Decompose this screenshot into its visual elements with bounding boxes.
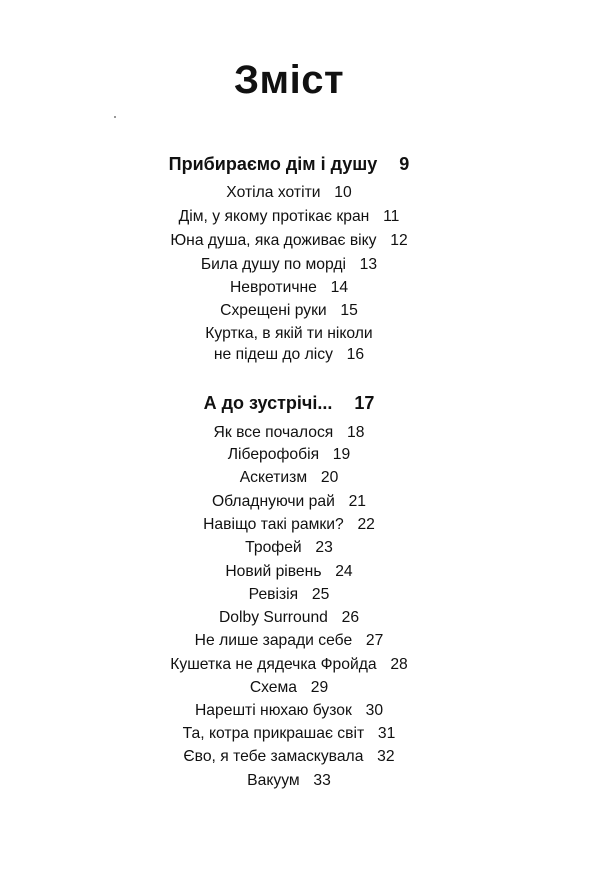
toc-entry-title: Дім, у якому протікає кран (178, 208, 370, 225)
toc-entry-title: Невротичне (229, 279, 317, 296)
toc-entry-title: Аскетизм (239, 469, 308, 486)
toc-entry-page: 20 (320, 469, 339, 486)
section-heading-text: А до зустрічі... (203, 393, 333, 413)
toc-entry (6, 230, 572, 252)
toc-entry-title: Хотіла хотіти (226, 184, 321, 201)
toc-entry (6, 254, 572, 276)
toc-entry-page: 21 (348, 493, 367, 510)
section-page-number: 9 (399, 154, 410, 174)
toc-entry-page: 11 (383, 208, 400, 225)
toc-entry-page: 31 (377, 725, 396, 742)
toc-entry (6, 422, 572, 444)
section-heading-text: Прибираємо дім і душу (168, 154, 378, 174)
toc-entry (6, 770, 572, 792)
toc-entry-page: 19 (332, 446, 351, 463)
section-page-number: 17 (354, 393, 375, 413)
toc-entry-page: 10 (334, 184, 352, 201)
toc-entry-page: 28 (390, 656, 408, 673)
page-title: Зміст (233, 58, 345, 102)
toc-entry-title: Нарешті нюхаю бузок (194, 702, 352, 719)
toc-entry (6, 277, 572, 299)
toc-entry-title: Новий рівень (225, 563, 322, 580)
toc-entry-page: 32 (377, 748, 395, 765)
toc-entry-title: Схрещені руки (220, 302, 327, 319)
toc-entry-page: 15 (340, 302, 358, 319)
toc-entry-title: Трофей (245, 539, 302, 556)
toc-entry (6, 677, 572, 699)
toc-entry (6, 561, 572, 583)
toc-entry (6, 607, 572, 629)
toc-entry (6, 300, 572, 322)
toc-entry (6, 654, 572, 676)
toc-entry-title: Навіщо такі рамки? (203, 516, 344, 533)
toc-entry-page: 26 (341, 609, 360, 626)
toc-entry-page: 14 (330, 279, 349, 296)
toc-entry-title: Обладнуючи рай (211, 493, 335, 510)
toc-entry-page: 30 (365, 702, 384, 719)
toc-entry (6, 584, 572, 606)
toc-entry-page: 24 (335, 563, 353, 580)
toc-entry (6, 630, 572, 652)
toc-entry-title: Та, котра прикрашає світ (182, 725, 365, 742)
toc-entry (6, 323, 572, 345)
section-heading (0, 391, 578, 415)
toc-entry (6, 182, 572, 204)
toc-entry-title: Вакуум (247, 772, 300, 789)
toc-entry (6, 206, 572, 228)
toc-entry-title: Схема (249, 679, 298, 696)
section-heading (0, 152, 578, 176)
toc-entry-page: 27 (365, 632, 384, 649)
toc-entry (6, 700, 572, 722)
toc-entry-title: Юна душа, яка доживає віку (170, 232, 377, 249)
toc-entry-page: 22 (357, 516, 375, 533)
toc-entry-page: 25 (311, 586, 330, 603)
toc-entry-title: Била душу по морді (200, 256, 346, 273)
toc-entry (6, 514, 572, 536)
toc-entry (6, 537, 572, 559)
toc-entry-title: Ліберофобія (227, 446, 320, 463)
toc-entry-title: Dolby Surround (218, 609, 328, 626)
toc-entry-page: 12 (390, 232, 408, 249)
toc-entry (6, 746, 572, 768)
toc-entry (6, 344, 572, 366)
toc-entry-page: 29 (310, 679, 329, 696)
toc-entry-title: Кушетка не дядечка Фройда (170, 656, 377, 673)
toc-entry-page: 13 (359, 256, 378, 273)
toc-entry (6, 444, 572, 466)
paper-speck (114, 116, 116, 118)
toc-entry-title: не підеш до лісу (213, 346, 333, 363)
toc-entry (6, 723, 572, 745)
toc-entry-title: Не лише заради себе (194, 632, 353, 649)
toc-entry (6, 491, 572, 513)
toc-entry-title: Як все почалося (213, 424, 334, 441)
toc-entry-page: 33 (313, 772, 331, 789)
toc-entry-title: Куртка, в якій ти ніколи (205, 325, 373, 342)
toc-entry-title: Єво, я тебе замаскувала (183, 748, 364, 765)
toc-entry-page: 23 (315, 539, 333, 556)
toc-entry-page: 16 (346, 346, 365, 363)
toc-entry-page: 18 (347, 424, 365, 441)
toc-entry-title: Ревізія (248, 586, 299, 603)
toc-entry (6, 467, 572, 489)
